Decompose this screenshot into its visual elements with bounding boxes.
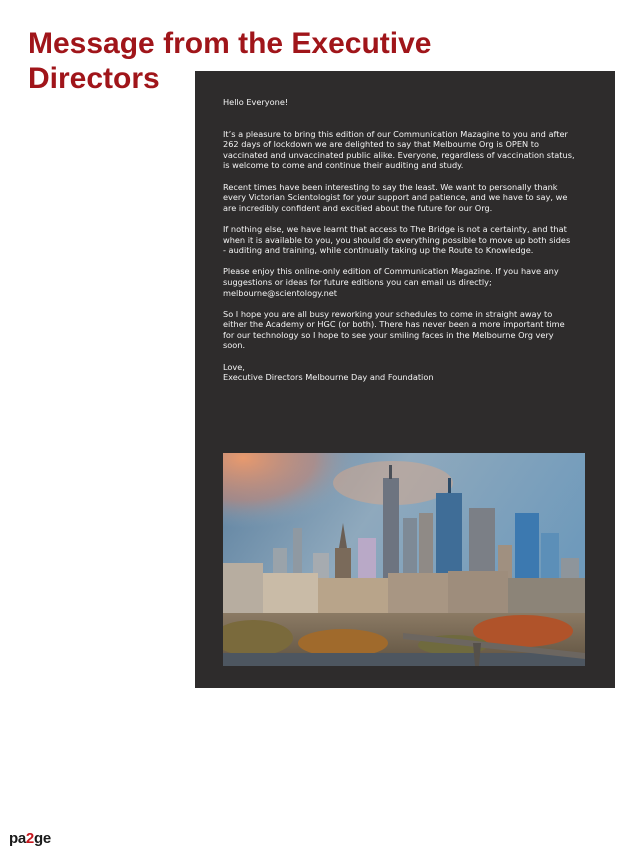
letter-closing: Love, bbox=[223, 361, 245, 372]
letter-signature: Executive Directors Melbourne Day and Foundation bbox=[223, 372, 434, 383]
letter-paragraph: Please enjoy this online-only edition of Communication Magazine. If you have any suggestions or ideas for future editions you can email us directly; melbourne@scientology.net bbox=[223, 266, 559, 298]
pa2ge-logo: pa2ge bbox=[9, 830, 51, 847]
page-title: Message from the Executive Directors bbox=[28, 27, 432, 95]
letter-paragraph: It’s a pleasure to bring this edition of our Communication Mazagine to you and after 262 days of lockdown we are delighted to say that Melbourne Org is OPEN to vaccinated and unvaccinated public alike. Everyone, regardless of vaccination status, is welcome to come and continue their auditing and study. bbox=[223, 128, 575, 171]
letter-greeting: Hello Everyone! bbox=[223, 97, 289, 107]
letter-paragraph: Recent times have been interesting to say the least. We want to personally thank every Victorian Scientologist for your support and patience, and we have to say, we are incredibly confident and excitied about the future for our Org. bbox=[223, 181, 568, 213]
melbourne-skyline-photo bbox=[223, 453, 585, 666]
letter-paragraph: If nothing else, we have learnt that access to The Bridge is not a certainty, and that when it is available to you, you should do everything possible to move up both sides - auditing and training, while continually taking up the Route to Knowledge. bbox=[223, 223, 571, 256]
letter-paragraph: So I hope you are all busy reworking your schedules to come in straight away to either the Academy or HGC (or both). There has never been a more important time for our technology so I hope to see your smiling faces in the Melbourne Org very soon. bbox=[223, 308, 565, 351]
letter-body bbox=[223, 97, 575, 383]
letter-panel bbox=[195, 71, 615, 688]
